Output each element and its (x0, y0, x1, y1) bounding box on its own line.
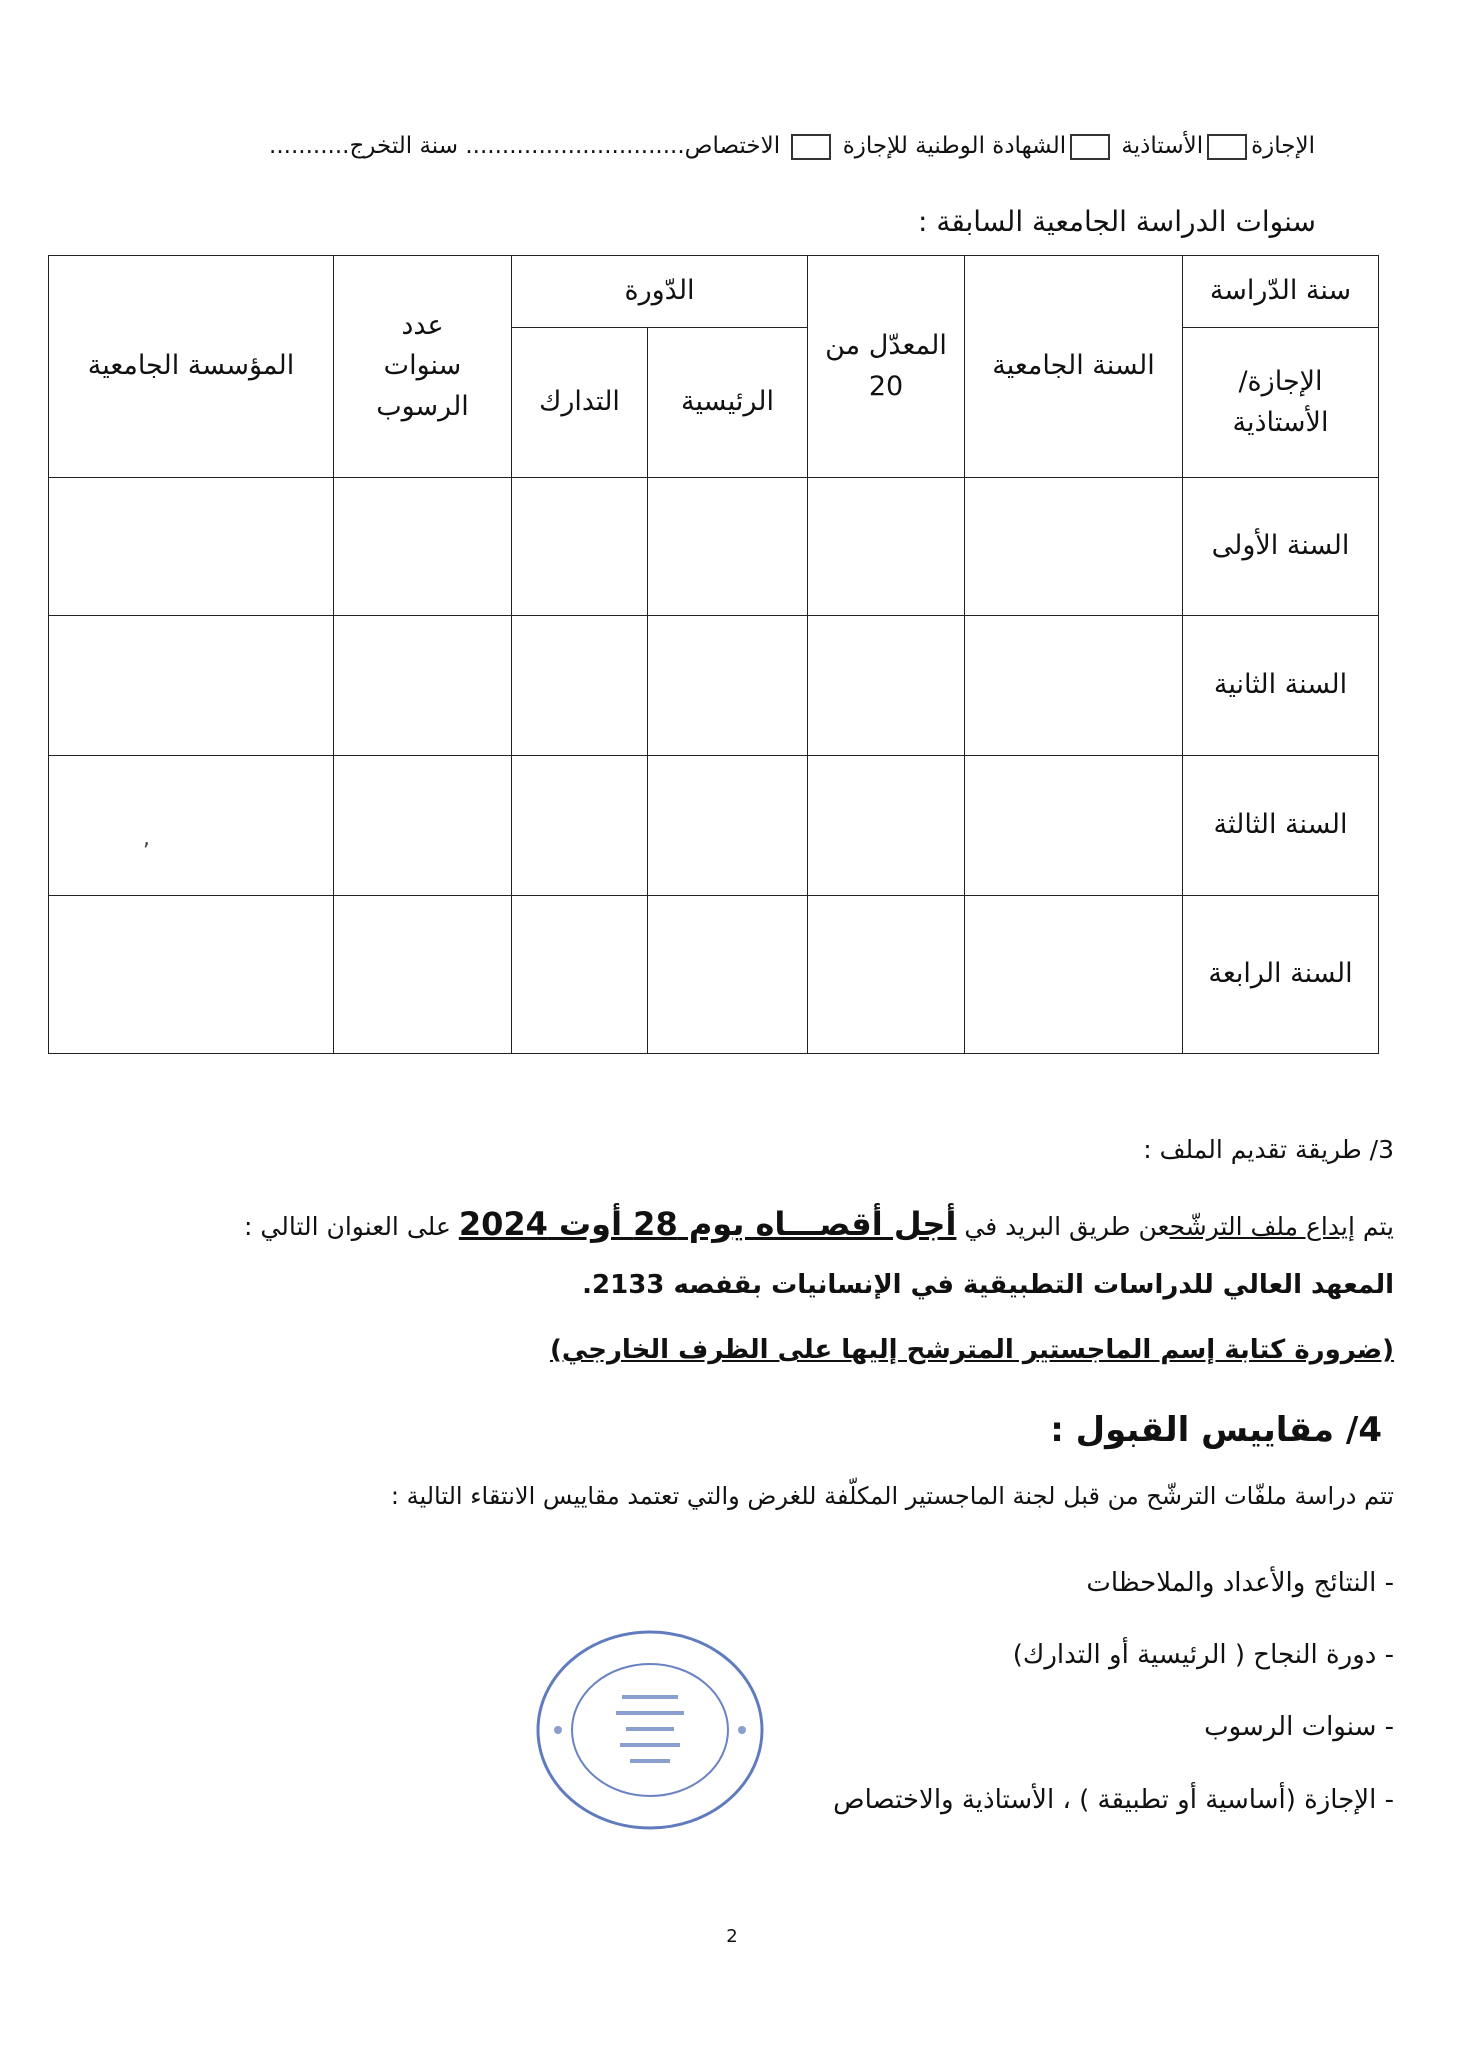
criterion-item: - النتائج والأعداد والملاحظات (1086, 1568, 1394, 1598)
cell-institution[interactable] (49, 756, 334, 896)
cell-university-year[interactable] (965, 616, 1183, 756)
row-label: السنة الثانية (1183, 616, 1379, 756)
stray-mark: , (143, 826, 150, 851)
cell-fail-years[interactable] (334, 616, 512, 756)
cell-institution[interactable] (49, 896, 334, 1054)
cell-average[interactable] (808, 756, 965, 896)
header-institution: المؤسسة الجامعية (49, 256, 334, 478)
header-main-session: الرئيسية (648, 328, 808, 478)
submission-text-a: يتم (1354, 1212, 1394, 1241)
submission-paragraph (244, 1205, 1394, 1243)
cell-average[interactable] (808, 896, 965, 1054)
header-licence-mastery: الإجازة/ الأستاذية (1183, 328, 1379, 478)
cell-fail-years[interactable] (334, 478, 512, 616)
criterion-item: - سنوات الرسوب (1204, 1712, 1394, 1742)
licence-label: الإجازة (1251, 133, 1315, 159)
cell-retake[interactable] (512, 478, 648, 616)
cell-average[interactable] (808, 616, 965, 756)
cell-institution[interactable] (49, 616, 334, 756)
cell-main[interactable] (648, 756, 808, 896)
row-label: السنة الثالثة (1183, 756, 1379, 896)
submission-text-b: عن طريق البريد في (956, 1212, 1170, 1241)
mastery-label: الأستاذية (1121, 133, 1204, 159)
official-stamp (530, 1625, 770, 1835)
criterion-item: - الإجازة (أساسية أو تطبيقة ) ، الأستاذية والاختصاص (833, 1785, 1394, 1815)
cell-university-year[interactable] (965, 478, 1183, 616)
cell-average[interactable] (808, 478, 965, 616)
national-diploma-label: الشهادة الوطنية للإجازة (842, 133, 1067, 159)
header-retake-session: التدارك (512, 328, 648, 478)
header-study-year: سنة الدّراسة (1183, 256, 1379, 328)
cell-fail-years[interactable] (334, 896, 512, 1054)
header-session: الدّورة (512, 256, 808, 328)
section4-heading: 4/ مقاييس القبول : (1050, 1410, 1382, 1450)
cell-main[interactable] (648, 616, 808, 756)
cell-main[interactable] (648, 478, 808, 616)
specialty-field[interactable]: .............................. (465, 133, 685, 159)
grad-year-label: سنة التخرج (349, 133, 459, 159)
deadline-text: أجل أقصـــاه يوم 28 أوت 2024 (458, 1205, 957, 1243)
national-diploma-checkbox[interactable] (791, 134, 831, 160)
envelope-note: (ضرورة كتابة إسم الماجستير المترشح إليها على الظرف الخارجي) (550, 1335, 1394, 1365)
cell-main[interactable] (648, 896, 808, 1054)
licence-checkbox[interactable] (1207, 134, 1247, 160)
cell-retake[interactable] (512, 756, 648, 896)
study-years-table (48, 255, 1379, 1054)
cell-institution[interactable] (49, 478, 334, 616)
row-label: السنة الأولى (1183, 478, 1379, 616)
header-average: المعدّل من 20 (808, 256, 965, 478)
section3-heading: 3/ طريقة تقديم الملف : (1143, 1135, 1394, 1164)
grad-year-field[interactable]: ........... (269, 133, 350, 159)
degree-line (150, 133, 1315, 160)
row-label: السنة الرابعة (1183, 896, 1379, 1054)
header-university-year: السنة الجامعية (965, 256, 1183, 478)
page-number: 2 (726, 1926, 738, 1947)
header-fail-years: عدد سنوات الرسوب (334, 256, 512, 478)
criteria-intro: تتم دراسة ملفّات الترشّح من قبل لجنة الماجستير المكلّفة للغرض والتي تعتمد مقاييس الانتقاء التالية : (390, 1482, 1394, 1510)
criterion-item: - دورة النجاح ( الرئيسية أو التدارك) (1012, 1640, 1394, 1670)
cell-fail-years[interactable] (334, 756, 512, 896)
mastery-checkbox[interactable] (1070, 134, 1110, 160)
cell-retake[interactable] (512, 896, 648, 1054)
cell-university-year[interactable] (965, 896, 1183, 1054)
institute-address: المعهد العالي للدراسات التطبيقية في الإنسانيات بقفصه 2133. (582, 1270, 1394, 1300)
cell-retake[interactable] (512, 616, 648, 756)
submission-file-text: إيداع ملف الترشّح (1169, 1212, 1355, 1241)
cell-university-year[interactable] (965, 756, 1183, 896)
specialty-label: الاختصاص (684, 133, 781, 159)
submission-text-c: على العنوان التالي : (244, 1212, 459, 1241)
previous-years-title: سنوات الدراسة الجامعية السابقة : (917, 205, 1316, 238)
